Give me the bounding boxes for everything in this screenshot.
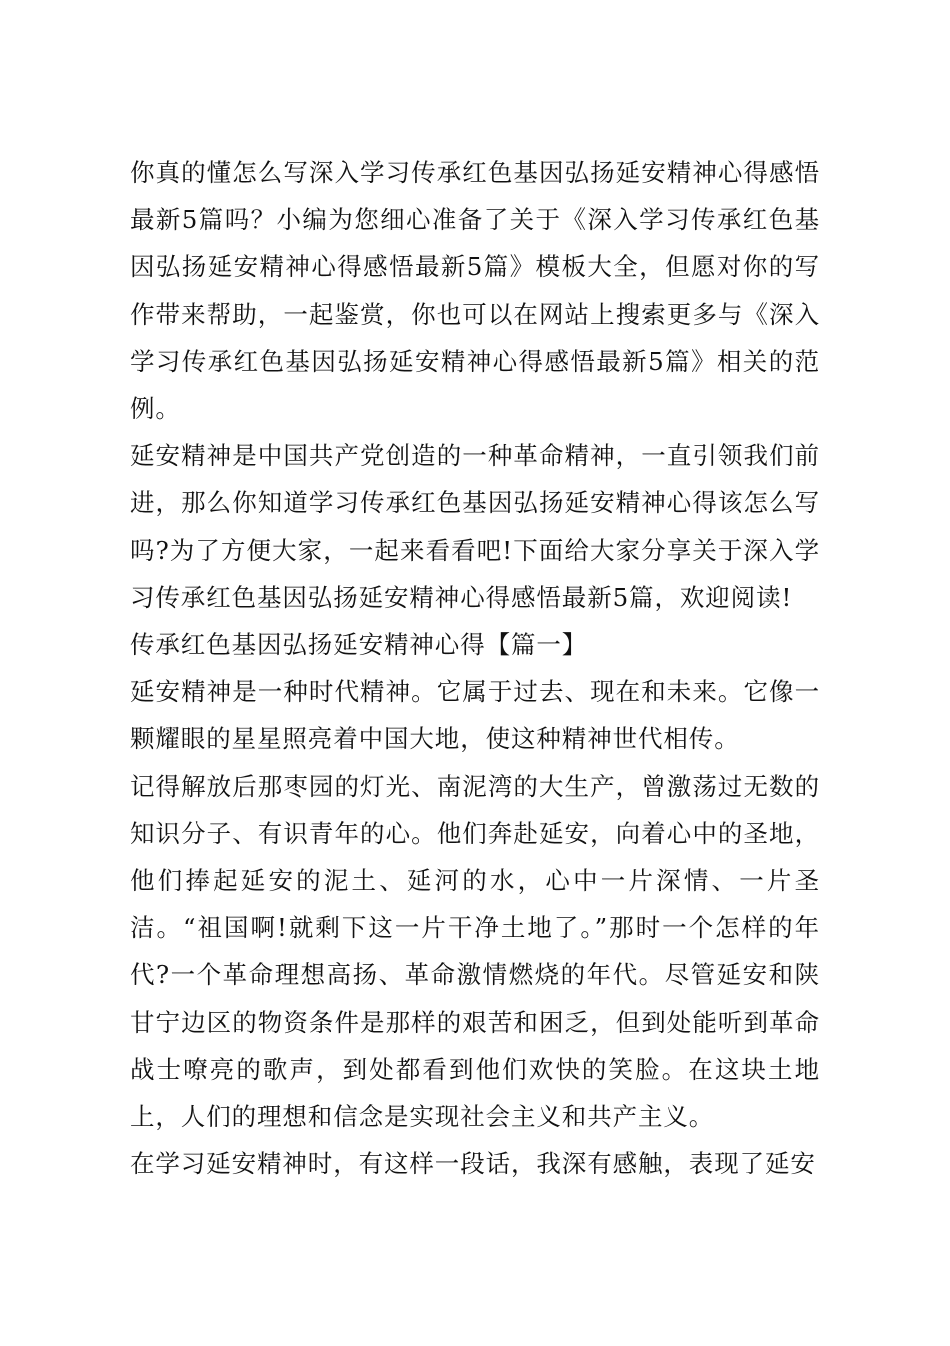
body-paragraph: 记得解放后那枣园的灯光、南泥湾的大生产，曾激荡过无数的知识分子、有识青年的心。他们奔赴延安，向着心中的圣地，他们捧起延安的泥土、延河的水，心中一片深情、一片圣洁。“祖国啊!就剩下这一片干净土地了。”那时一个怎样的年代?一个革命理想高扬、革命激情燃烧的年代。尽管延安和陕甘宁边区的物资条件是那样的艰苦和困乏，但到处能听到革命战士嘹亮的歌声，到处都看到他们欢快的笑脸。在这块土地上，人们的理想和信念是实现社会主义和共产主义。 <box>130 771 820 1132</box>
intro-paragraph: 你真的懂怎么写深入学习传承红色基因弘扬延安精神心得感悟最新5篇吗？小编为您细心准备了关于《深入学习传承红色基因弘扬延安精神心得感悟最新5篇》模板大全，但愿对你的写作带来帮助，一起鉴赏，你也可以在网站上搜索更多与《深入学习传承红色基因弘扬延安精神心得感悟最新5篇》相关的范例。 <box>130 158 820 424</box>
document-body <box>130 149 820 1187</box>
body-paragraph: 延安精神是一种时代精神。它属于过去、现在和未来。它像一颗耀眼的星星照亮着中国大地，使这种精神世代相传。 <box>130 677 820 754</box>
preface-paragraph: 延安精神是中国共产党创造的一种革命精神，一直引领我们前进，那么你知道学习传承红色基因弘扬延安精神心得该怎么写吗?为了方便大家，一起来看看吧!下面给大家分享关于深入学习传承红色基因弘扬延安精神心得感悟最新5篇，欢迎阅读! <box>130 441 820 612</box>
body-paragraph: 在学习延安精神时，有这样一段话，我深有感触，表现了延安 <box>130 1149 816 1179</box>
section-heading: 传承红色基因弘扬延安精神心得【篇一】 <box>130 630 588 660</box>
